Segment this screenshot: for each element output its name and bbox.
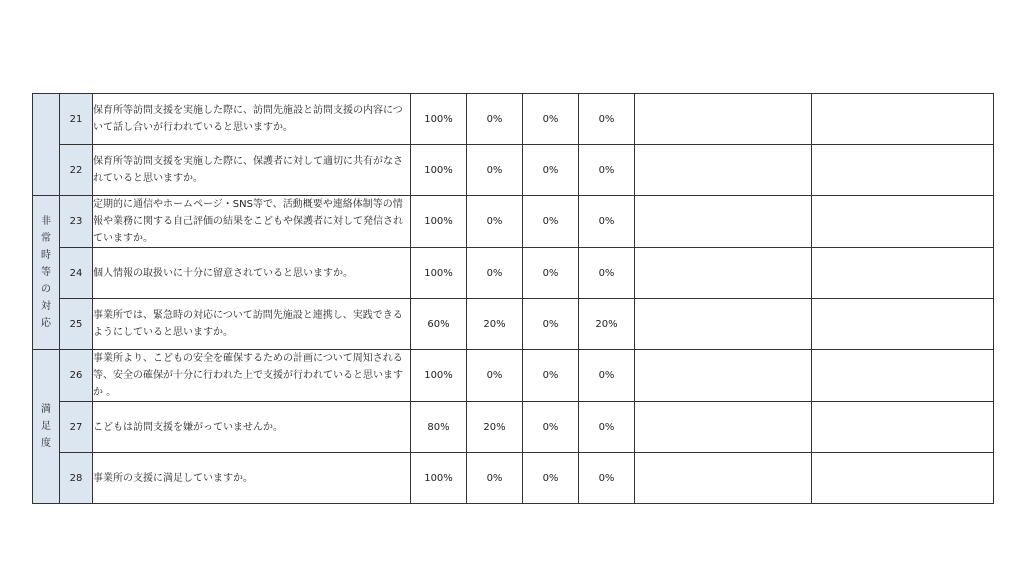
value-cell: 0% xyxy=(523,145,579,196)
note-cell xyxy=(635,453,812,504)
note-cell xyxy=(812,248,994,299)
value-cell: 100% xyxy=(411,248,467,299)
question-text: 保育所等訪問支援を実施した際に、保護者に対して適切に共有がなされていると思いますか。 xyxy=(93,145,411,196)
value-cell: 20% xyxy=(467,402,523,453)
value-cell: 0% xyxy=(579,453,635,504)
table-row xyxy=(33,196,994,248)
question-text: 保育所等訪問支援を実施した際に、訪問先施設と訪問支援の内容について話し合いが行われていると思いますか。 xyxy=(93,94,411,145)
category-satisfaction xyxy=(33,350,60,504)
value-cell: 100% xyxy=(411,145,467,196)
value-cell: 20% xyxy=(579,299,635,350)
table-row xyxy=(33,94,994,145)
value-cell: 80% xyxy=(411,402,467,453)
question-text: 定期的に通信やホームページ・SNS等で、活動概要や連絡体制等の情報や業務に関する自己評価の結果をこどもや保護者に対して発信されていますか。 xyxy=(93,196,411,248)
note-cell xyxy=(812,299,994,350)
value-cell: 60% xyxy=(411,299,467,350)
value-cell: 0% xyxy=(467,248,523,299)
value-cell: 0% xyxy=(579,196,635,248)
row-number: 22 xyxy=(60,145,93,196)
note-cell xyxy=(635,145,812,196)
value-cell: 0% xyxy=(523,350,579,402)
row-number: 21 xyxy=(60,94,93,145)
table-row xyxy=(33,453,994,504)
row-number: 24 xyxy=(60,248,93,299)
note-cell xyxy=(812,196,994,248)
value-cell: 0% xyxy=(523,196,579,248)
value-cell: 0% xyxy=(523,453,579,504)
category-label: 非常時等の対応 xyxy=(41,216,51,329)
row-number: 27 xyxy=(60,402,93,453)
note-cell xyxy=(635,402,812,453)
value-cell: 0% xyxy=(467,196,523,248)
category-label: 満足度 xyxy=(41,404,51,449)
category-cell-prev xyxy=(33,94,60,196)
note-cell xyxy=(635,350,812,402)
question-text: こどもは訪問支援を嫌がっていませんか。 xyxy=(93,402,411,453)
value-cell: 0% xyxy=(523,299,579,350)
value-cell: 0% xyxy=(467,145,523,196)
row-number: 26 xyxy=(60,350,93,402)
value-cell: 100% xyxy=(411,94,467,145)
question-text: 事業所では、緊急時の対応について訪問先施設と連携し、実践できるようにしていると思いますか。 xyxy=(93,299,411,350)
row-number: 28 xyxy=(60,453,93,504)
value-cell: 0% xyxy=(523,402,579,453)
value-cell: 0% xyxy=(523,94,579,145)
value-cell: 0% xyxy=(467,453,523,504)
value-cell: 0% xyxy=(579,402,635,453)
value-cell: 0% xyxy=(579,248,635,299)
value-cell: 20% xyxy=(467,299,523,350)
note-cell xyxy=(812,350,994,402)
value-cell: 0% xyxy=(467,350,523,402)
note-cell xyxy=(812,94,994,145)
question-text: 事業所の支援に満足していますか。 xyxy=(93,453,411,504)
value-cell: 0% xyxy=(523,248,579,299)
table-row xyxy=(33,402,994,453)
question-text: 事業所より、こどもの安全を確保するための計画について周知される等、安全の確保が十分に行われた上で支援が行われていると思いますか 。 xyxy=(93,350,411,402)
note-cell xyxy=(635,196,812,248)
value-cell: 0% xyxy=(467,94,523,145)
table-row xyxy=(33,299,994,350)
table-row xyxy=(33,248,994,299)
note-cell xyxy=(635,299,812,350)
note-cell xyxy=(635,248,812,299)
table-row xyxy=(33,350,994,402)
value-cell: 100% xyxy=(411,350,467,402)
note-cell xyxy=(812,145,994,196)
category-emergency xyxy=(33,196,60,350)
survey-table xyxy=(32,93,994,504)
question-text: 個人情報の取扱いに十分に留意されていると思いますか。 xyxy=(93,248,411,299)
note-cell xyxy=(812,402,994,453)
note-cell xyxy=(635,94,812,145)
row-number: 25 xyxy=(60,299,93,350)
value-cell: 100% xyxy=(411,453,467,504)
row-number: 23 xyxy=(60,196,93,248)
value-cell: 100% xyxy=(411,196,467,248)
value-cell: 0% xyxy=(579,145,635,196)
table-row xyxy=(33,145,994,196)
note-cell xyxy=(812,453,994,504)
value-cell: 0% xyxy=(579,94,635,145)
value-cell: 0% xyxy=(579,350,635,402)
